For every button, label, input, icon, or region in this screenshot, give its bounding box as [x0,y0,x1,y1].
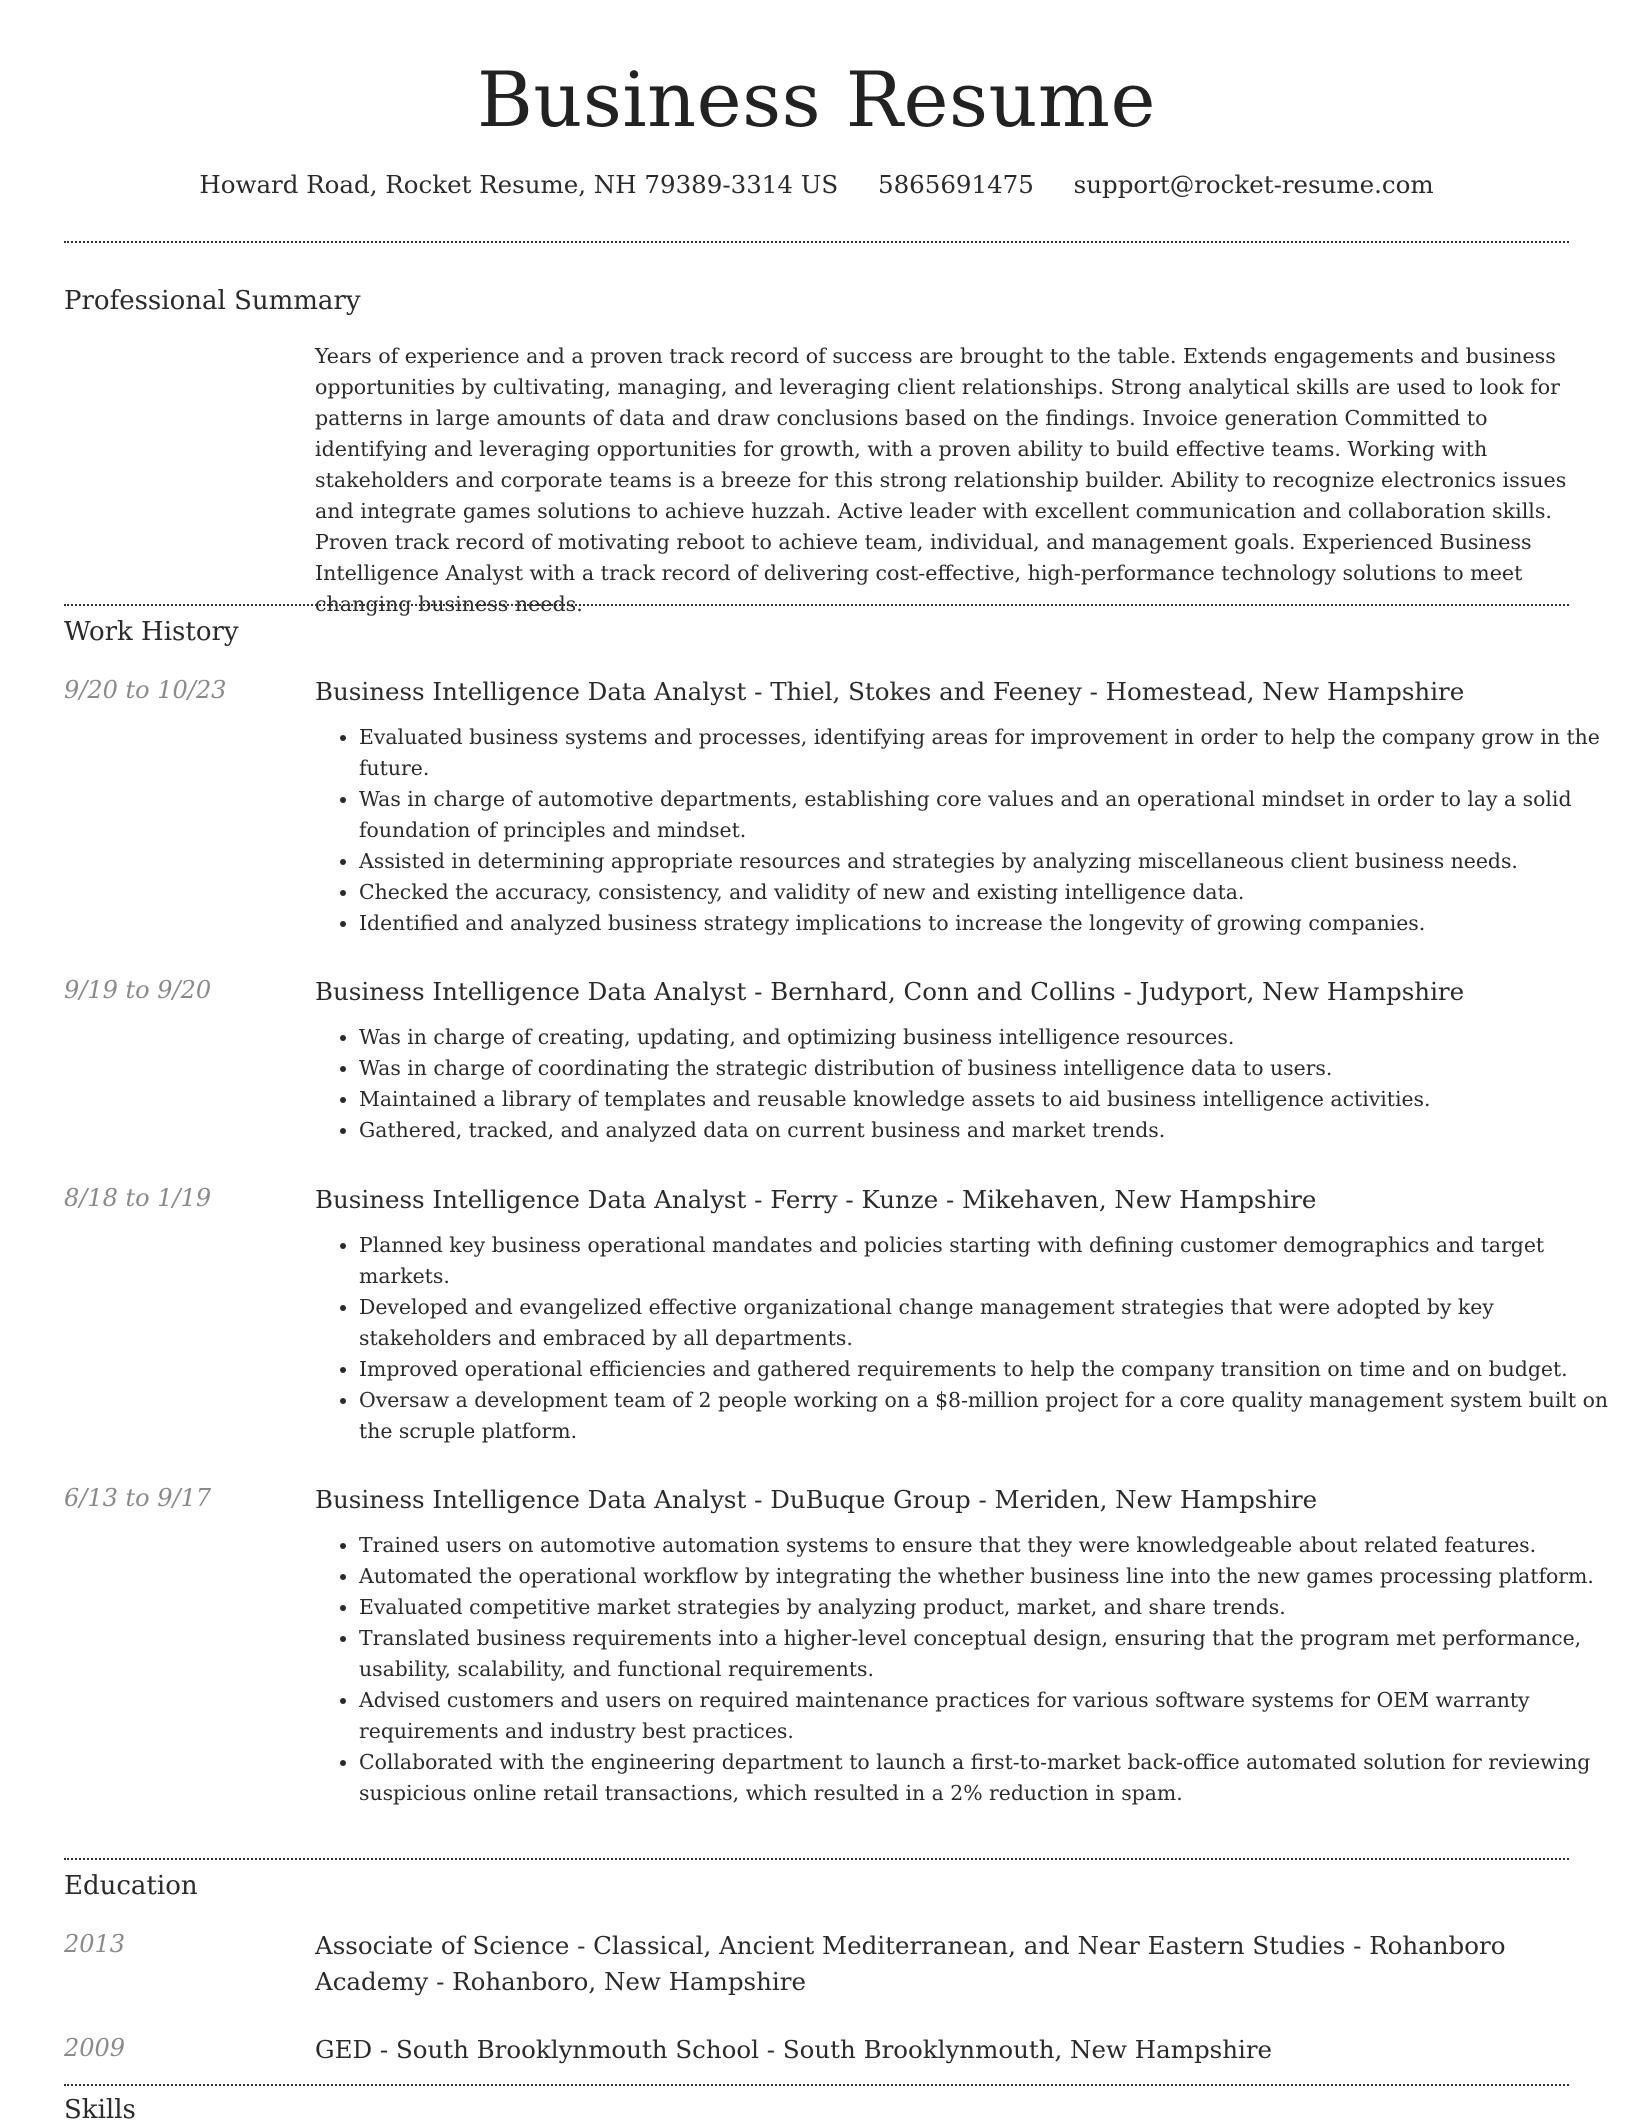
job-bullet: • Trained users on automotive automation systems to ensure that they were knowledgeable about related features. [359,1530,1613,1561]
summary-heading: Professional Summary [64,286,361,316]
contact-phone: 5865691475 [877,170,1034,199]
job-bullet: • Evaluated competitive market strategies by analyzing product, market, and share trends. [359,1592,1613,1623]
job-title: Business Intelligence Data Analyst - Bernhard, Conn and Collins - Judyport, New Hampshire [315,977,1465,1006]
job-date: 9/19 to 9/20 [64,976,212,1004]
job-bullet: • Was in charge of creating, updating, and optimizing business intelligence resources. [359,1022,1613,1053]
job-bullet: • Advised customers and users on required maintenance practices for various software systems for OEM warranty requirements and industry best practices. [359,1685,1613,1747]
contact-address: Howard Road, Rocket Resume, NH 79389-3314 US [199,170,839,199]
skills-heading: Skills [64,2095,136,2125]
section-divider [64,241,1569,243]
education-date: 2013 [64,1930,126,1958]
job-date: 9/20 to 10/23 [64,676,227,704]
job-bullets [315,722,1613,939]
job-bullet: • Checked the accuracy, consistency, and validity of new and existing intelligence data. [359,877,1613,908]
job-bullet: • Developed and evangelized effective organizational change management strategies that were adopted by key stakeholders and embraced by all departments. [359,1292,1613,1354]
contact-line [64,170,1569,200]
job-bullets [315,1530,1613,1809]
contact-email: support@rocket-resume.com [1073,170,1434,199]
job-bullet: • Was in charge of automotive departments, establishing core values and an operational mindset in order to lay a solid foundation of principles and mindset. [359,784,1613,846]
job-bullet: • Translated business requirements into a higher-level conceptual design, ensuring that the program met performance, usability, scalability, and functional requirements. [359,1623,1613,1685]
job-bullets [315,1230,1613,1447]
resume-name: Business Resume [477,55,1156,144]
job-bullet: • Oversaw a development team of 2 people working on a $8-million project for a core quality management system built on the scruple platform. [359,1385,1613,1447]
section-divider [64,1858,1569,1860]
job-bullet: • Improved operational efficiencies and gathered requirements to help the company transition on time and on budget. [359,1354,1613,1385]
job-bullet: • Was in charge of coordinating the strategic distribution of business intelligence data to users. [359,1053,1613,1084]
job-date: 6/13 to 9/17 [64,1484,212,1512]
section-divider [64,604,1569,606]
job-date: 8/18 to 1/19 [64,1184,212,1212]
job-title: Business Intelligence Data Analyst - Ferry - Kunze - Mikehaven, New Hampshire [315,1185,1317,1214]
job-bullet: • Assisted in determining appropriate resources and strategies by analyzing miscellaneous client business needs. [359,846,1613,877]
job-bullet: • Identified and analyzed business strategy implications to increase the longevity of growing companies. [359,908,1613,939]
education-date: 2009 [64,2034,126,2062]
job-title: Business Intelligence Data Analyst - DuBuque Group - Meriden, New Hampshire [315,1485,1318,1514]
job-title: Business Intelligence Data Analyst - Thiel, Stokes and Feeney - Homestead, New Hampshire [315,677,1465,706]
job-bullet: • Gathered, tracked, and analyzed data on current business and market trends. [359,1115,1613,1146]
job-bullet: • Evaluated business systems and processes, identifying areas for improvement in order to help the company grow in the future. [359,722,1613,784]
job-bullet: • Planned key business operational mandates and policies starting with defining customer demographics and target markets. [359,1230,1613,1292]
education-title: Associate of Science - Classical, Ancient Mediterranean, and Near Eastern Studies - Rohanboro Academy - Rohanboro, New Hampshire [315,1931,1506,1996]
job-bullet: • Collaborated with the engineering department to launch a first-to-market back-office automated solution for reviewing suspicious online retail transactions, which resulted in a 2% reduction in spam. [359,1747,1613,1809]
education-title: GED - South Brooklynmouth School - South Brooklynmouth, New Hampshire [315,2035,1273,2064]
summary-text: Years of experience and a proven track record of success are brought to the table. Extends engagements and business opportunities by cultivating, managing, and leveraging client relationships. Strong analytical skills are used to look for patterns in large amounts of data and draw conclusions based on the findings. Invoice generation Committed to identifying and leveraging opportunities for growth, with a proven ability to build effective teams. Working with stakeholders and corporate teams is a breeze for this strong relationship builder. Ability to recognize electronics issues and integrate games solutions to achieve huzzah. Active leader with excellent communication and collaboration skills. Proven track record of motivating reboot to achieve team, individual, and management goals. Experienced Business Intelligence Analyst with a track record of delivering cost-effective, high-performance technology solutions to meet changing business needs. [315,344,1567,616]
job-bullet: • Maintained a library of templates and reusable knowledge assets to aid business intelligence activities. [359,1084,1613,1115]
work-history-heading: Work History [64,617,239,647]
job-bullets [315,1022,1613,1146]
education-heading: Education [64,1871,198,1901]
section-divider [64,2084,1569,2086]
job-bullet: • Automated the operational workflow by integrating the whether business line into the new games processing platform. [359,1561,1613,1592]
